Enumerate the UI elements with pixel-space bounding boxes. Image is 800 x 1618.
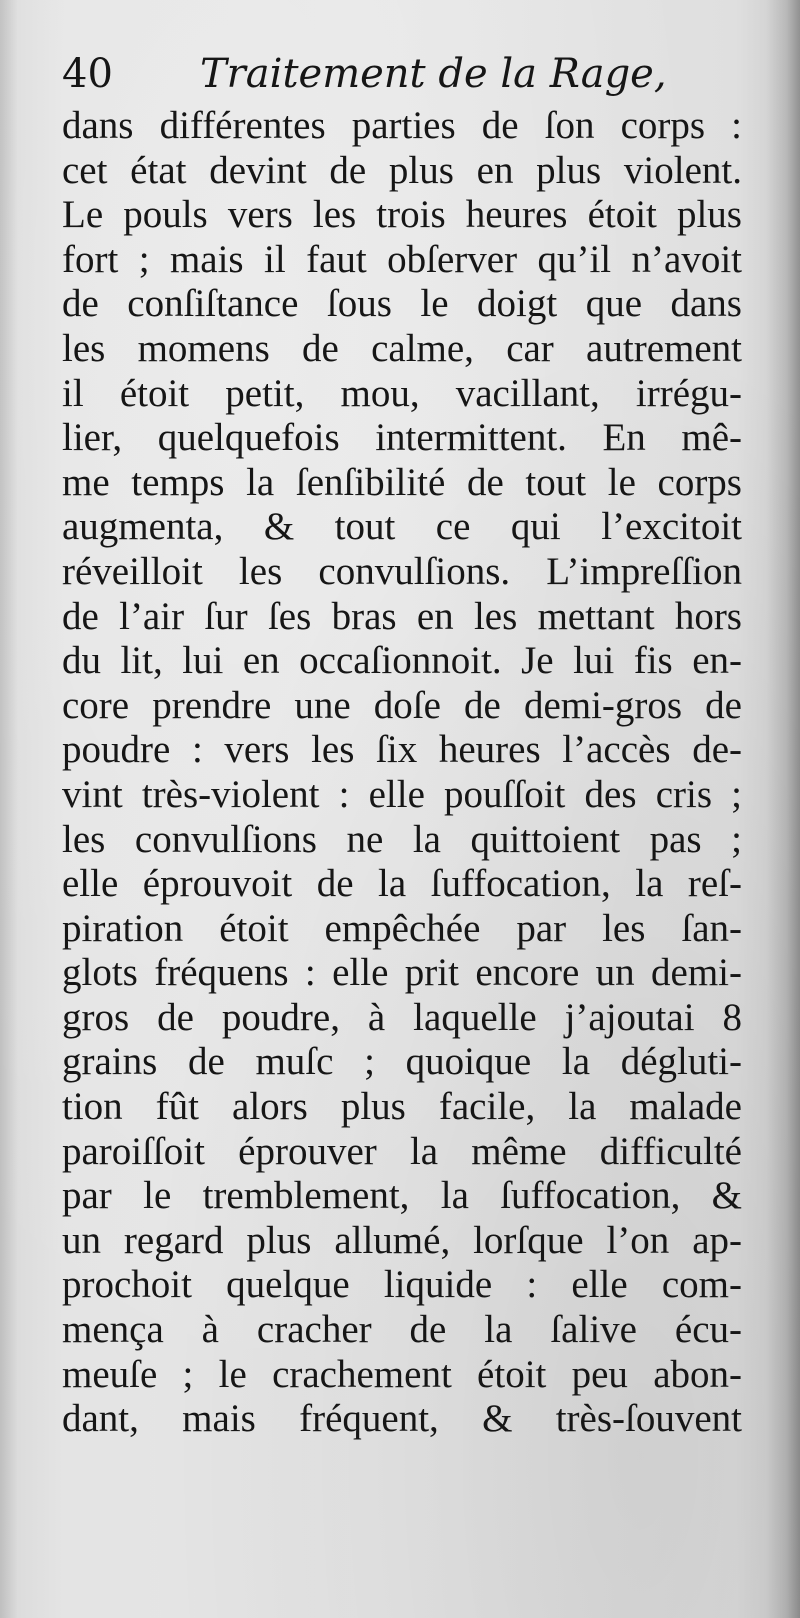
text-line: tion fût alors plus facile, la malade: [62, 1085, 742, 1129]
text-line: lier, quelquefois intermittent. En mê-: [62, 416, 742, 460]
text-line: piration étoit empêchée par les ſan-: [62, 906, 742, 950]
running-title: Traitement de la Rage,: [200, 51, 667, 97]
text-line: par le tremblement, la ſuffocation, &: [62, 1174, 742, 1218]
text-line: paroiſſoit éprouver la même difficulté: [62, 1129, 742, 1173]
text-line: il étoit petit, mou, vacillant, irrégu-: [62, 371, 742, 415]
text-line: prochoit quelque liquide : elle com-: [62, 1263, 742, 1307]
text-line: poudre : vers les ſix heures l’accès de-: [62, 728, 742, 772]
text-line: de l’air ſur ſes bras en les mettant hors: [62, 594, 742, 638]
text-line: me temps la ſenſibilité de tout le corps: [62, 460, 742, 504]
page-number: 40: [62, 51, 113, 97]
text-line: mença à cracher de la ſalive écu-: [62, 1308, 742, 1352]
text-line: Le pouls vers les trois heures étoit plus: [62, 193, 742, 237]
text-line: core prendre une doſe de demi-gros de: [62, 683, 742, 727]
text-line: du lit, lui en occaſionnoit. Je lui fis en-: [62, 639, 742, 683]
text-line: meuſe ; le crachement étoit peu abon-: [62, 1352, 742, 1396]
text-line: dans différentes parties de ſon corps :: [62, 104, 742, 147]
text-line: grains de muſc ; quoique la dégluti-: [62, 1040, 742, 1084]
body-text: [62, 104, 742, 1442]
text-line: glots fréquens : elle prit encore un demi-: [62, 951, 742, 995]
text-line: un regard plus allumé, lorſque l’on ap-: [62, 1218, 742, 1262]
text-line: les momens de calme, car autrement: [62, 326, 742, 370]
page-header: [62, 44, 742, 104]
text-line: dant, mais fréquent, & très-ſouvent: [62, 1397, 742, 1441]
text-line: vint très-violent : elle pouſſoit des cris ;: [62, 772, 742, 816]
text-line: réveilloit les convulſions. L’impreſſion: [62, 549, 742, 593]
text-line: cet état devint de plus en plus violent.: [62, 148, 742, 192]
text-line: augmenta, & tout ce qui l’excitoit: [62, 505, 742, 549]
text-line: gros de poudre, à laquelle j’ajoutai 8: [62, 995, 742, 1039]
text-line: elle éprouvoit de la ſuffocation, la reſ-: [62, 862, 742, 906]
text-line: les convulſions ne la quittoient pas ;: [62, 817, 742, 861]
text-line: fort ; mais il faut obſerver qu’il n’avoit: [62, 237, 742, 281]
text-line: de conſiſtance ſous le doigt que dans: [62, 282, 742, 326]
